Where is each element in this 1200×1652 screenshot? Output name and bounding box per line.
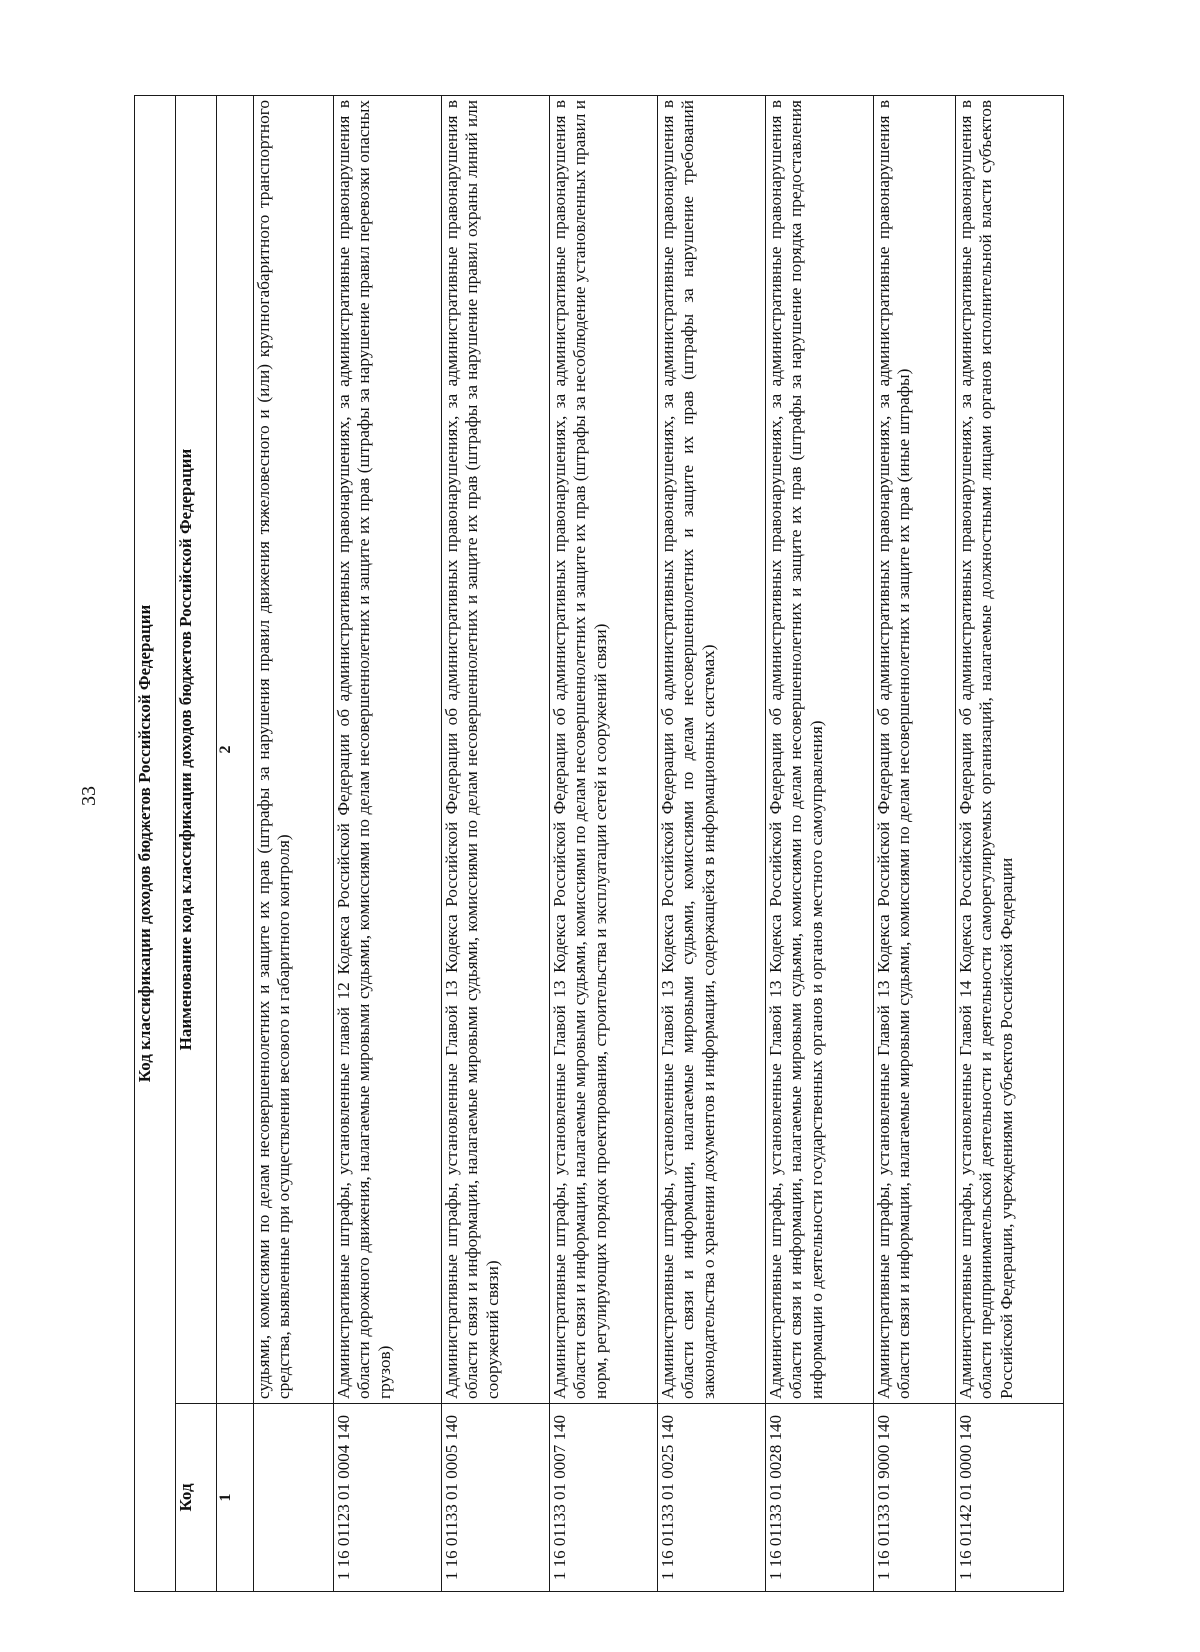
header-row-main bbox=[135, 95, 176, 1591]
row-name: Административные штрафы, установленные Главой 14 Кодекса Российской Федерации об административных правонарушениях, за административные правонарушения в области предпринимательской деятельности и деятельности саморегулируемых организаций, налагаемые должностными лицами органов исполнительной власти субъектов Российской Федерации, учреждениями субъектов Российской Федерации bbox=[956, 95, 1064, 1403]
row-name: Административные штрафы, установленные Главой 13 Кодекса Российской Федерации об административных правонарушениях, за административные правонарушения в области связи и информации, налагаемые мировыми судьями, комиссиями по делам несовершеннолетних и защите их прав (иные штрафы) bbox=[874, 95, 956, 1403]
table-row bbox=[956, 95, 1064, 1591]
column-number-1: 1 bbox=[217, 1404, 254, 1592]
table-row bbox=[334, 95, 442, 1591]
row-code: 1 16 01133 01 9000 140 bbox=[874, 1404, 956, 1592]
row-code: 1 16 01142 01 0000 140 bbox=[956, 1404, 1064, 1592]
table-row bbox=[254, 95, 334, 1591]
rotated-table-wrapper bbox=[134, 96, 1064, 1592]
header-name: Наименование кода классификации доходов бюджетов Российской Федерации bbox=[176, 95, 217, 1403]
row-name: Административные штрафы, установленные главой 12 Кодекса Российской Федерации об административных правонарушениях, за административные правонарушения в области дорожного движения, налагаемые мировыми судьями, комиссиями по делам несовершеннолетних и защите их прав (штрафы за нарушение правил перевозки опасных грузов) bbox=[334, 95, 442, 1403]
table-row bbox=[874, 95, 956, 1591]
row-code: 1 16 01133 01 0007 140 bbox=[550, 1404, 658, 1592]
page-number: 33 bbox=[78, 786, 100, 806]
row-code: 1 16 01123 01 0004 140 bbox=[334, 1404, 442, 1592]
header-code: Код bbox=[176, 1404, 217, 1592]
row-code: 1 16 01133 01 0005 140 bbox=[442, 1404, 550, 1592]
row-name: Административные штрафы, установленные Главой 13 Кодекса Российской Федерации об административных правонарушениях, за административные правонарушения в области связи и информации, налагаемые мировыми судьями, комиссиями по делам несовершеннолетних и защите их прав (штрафы за несоблюдение установленных правил и норм, регулирующих порядок проектирования, строительства и эксплуатации сетей и сооружений связи) bbox=[550, 95, 658, 1403]
row-name: Административные штрафы, установленные Главой 13 Кодекса Российской Федерации об административных правонарушениях, за административные правонарушения в области связи и информации, налагаемые мировыми судьями, комиссиями по делам несовершеннолетних и защите их прав (штрафы за нарушение требований законодательства о хранении документов и информации, содержащейся в информационных системах) bbox=[658, 95, 766, 1403]
header-main: Код классификации доходов бюджетов Российской Федерации bbox=[135, 95, 176, 1591]
table-row bbox=[766, 95, 874, 1591]
table-row bbox=[442, 95, 550, 1591]
row-code: 1 16 01133 01 0025 140 bbox=[658, 1404, 766, 1592]
column-number-row bbox=[217, 95, 254, 1591]
row-code bbox=[254, 1404, 334, 1592]
row-name: Административные штрафы, установленные Главой 13 Кодекса Российской Федерации об административных правонарушениях, за административные правонарушения в области связи и информации, налагаемые мировыми судьями, комиссиями по делам несовершеннолетних и защите их прав (штрафы за нарушение порядка предоставления информации о деятельности государственных органов и органов местного самоуправления) bbox=[766, 95, 874, 1403]
table-row bbox=[658, 95, 766, 1591]
row-name: судьями, комиссиями по делам несовершеннолетних и защите их прав (штрафы за нарушения правил движения тяжеловесного и (или) крупногабаритного транспортного средства, выявленные при осуществлении весового и габаритного контроля) bbox=[254, 95, 334, 1403]
column-number-2: 2 bbox=[217, 95, 254, 1403]
classification-table bbox=[134, 95, 1064, 1592]
row-code: 1 16 01133 01 0028 140 bbox=[766, 1404, 874, 1592]
row-name: Административные штрафы, установленные Главой 13 Кодекса Российской Федерации об административных правонарушениях, за административные правонарушения в области связи и информации, налагаемые мировыми судьями, комиссиями по делам несовершеннолетних и защите их прав (штрафы за нарушение правил охраны линий или сооружений связи) bbox=[442, 95, 550, 1403]
header-row-sub bbox=[176, 95, 217, 1591]
table-row bbox=[550, 95, 658, 1591]
